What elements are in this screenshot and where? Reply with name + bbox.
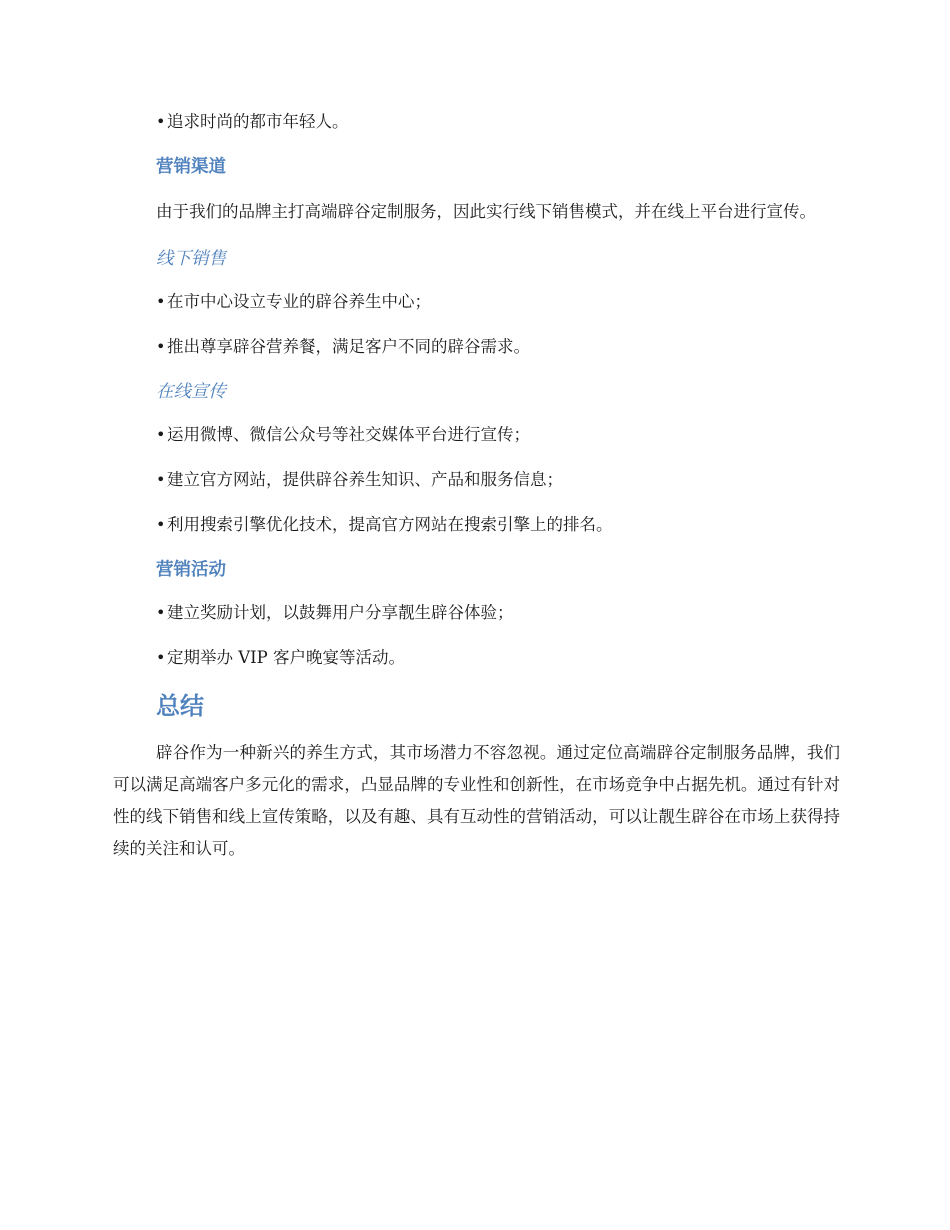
list-item-text: 追求时尚的都市年轻人。 bbox=[167, 112, 349, 131]
list-item bbox=[113, 288, 840, 316]
list-item bbox=[113, 511, 840, 539]
bullet-dot: • bbox=[156, 648, 166, 667]
list-item-text: 运用微博、微信公众号等社交媒体平台进行宣传； bbox=[167, 425, 530, 444]
list-item-text: 建立奖励计划，以鼓舞用户分享靓生辟谷体验； bbox=[167, 603, 514, 622]
subheading-offline-sales: 线下销售 bbox=[156, 249, 226, 269]
bullet-dot: • bbox=[156, 603, 166, 622]
bullet-dot: • bbox=[156, 292, 166, 311]
list-item bbox=[113, 644, 840, 672]
list-item bbox=[113, 421, 840, 449]
list-item-text: 在市中心设立专业的辟谷养生中心； bbox=[167, 292, 431, 311]
list-item-text: 推出尊享辟谷营养餐，满足客户不同的辟谷需求。 bbox=[167, 337, 530, 356]
list-item bbox=[113, 333, 840, 361]
list-item bbox=[113, 466, 840, 494]
bullet-dot: • bbox=[156, 425, 166, 444]
bullet-dot: • bbox=[156, 337, 166, 356]
paragraph-summary: 辟谷作为一种新兴的养生方式，其市场潜力不容忽视。通过定位高端辟谷定制服务品牌，我们可以满足高端客户多元化的需求，凸显品牌的专业性和创新性，在市场竞争中占据先机。通过有针对性的线下销售和线上宣传策略，以及有趣、具有互动性的营销活动，可以让靓生辟谷在市场上获得持续的关注和认可。 bbox=[113, 743, 840, 858]
bullet-dot: • bbox=[156, 470, 166, 489]
section-heading-summary: 总结 bbox=[156, 692, 204, 720]
list-item-text: 利用搜索引擎优化技术，提高官方网站在搜索引擎上的排名。 bbox=[167, 515, 613, 534]
section-heading-marketing-activities: 营销活动 bbox=[156, 560, 226, 580]
list-item-text: 定期举办 VIP 客户晚宴等活动。 bbox=[167, 648, 406, 667]
list-item-text: 建立官方网站，提供辟谷养生知识、产品和服务信息； bbox=[167, 470, 563, 489]
subheading-online-promotion: 在线宣传 bbox=[156, 382, 226, 402]
list-item bbox=[113, 108, 840, 136]
bullet-dot: • bbox=[156, 515, 166, 534]
bullet-dot: • bbox=[156, 112, 166, 131]
section-heading-marketing-channels: 营销渠道 bbox=[156, 157, 226, 177]
list-item bbox=[113, 599, 840, 627]
document-page bbox=[113, 108, 840, 882]
paragraph-marketing-channels: 由于我们的品牌主打高端辟谷定制服务，因此实行线下销售模式，并在线上平台进行宣传。 bbox=[156, 202, 816, 221]
